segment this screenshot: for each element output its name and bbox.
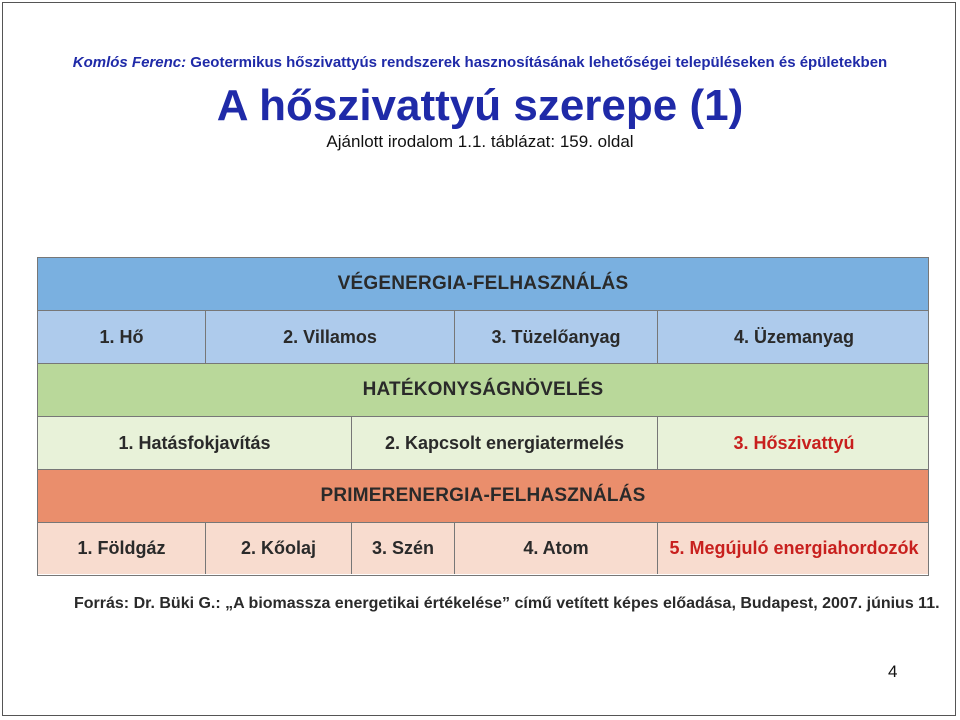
primary-energy-heading-row	[38, 470, 928, 523]
efficiency-heading: HATÉKONYSÁGNÖVELÉS	[362, 379, 604, 400]
author-name: Komlós Ferenc:	[72, 54, 187, 71]
efficiency-item-3-heat-pump: 3. Hőszivattyú	[733, 432, 855, 453]
slide-header	[0, 54, 960, 71]
efficiency-item-2: 2. Kapcsolt energiatermelés	[352, 417, 658, 469]
presentation-subject: Geotermikus hőszivattyús rendszerek hasznosításának lehetőségei településeken és épületekben	[190, 54, 888, 71]
final-energy-heading: VÉGENERGIA-FELHASZNÁLÁS	[337, 273, 629, 294]
slide-title: A hőszivattyú szerepe (1)	[216, 81, 744, 130]
primary-energy-heading: PRIMERENERGIA-FELHASZNÁLÁS	[320, 485, 646, 506]
reading-reference: Ajánlott irodalom 1.1. táblázat: 159. oldal	[326, 132, 634, 151]
primary-energy-items-row	[38, 523, 928, 574]
primary-energy-item-2: 2. Kőolaj	[206, 523, 352, 574]
page-number: 4	[888, 662, 898, 681]
final-energy-item-3: 3. Tüzelőanyag	[455, 311, 658, 363]
final-energy-heading-row	[38, 258, 928, 311]
final-energy-item-1: 1. Hő	[38, 311, 206, 363]
primary-energy-item-5-renewables: 5. Megújuló energiahordozók	[669, 538, 919, 558]
source-citation: Forrás: Dr. Büki G.: „A biomassza energetikai értékelése” című vetített képes előadása, Budapest, 2007. június 11.	[74, 595, 940, 612]
primary-energy-item-4: 4. Atom	[455, 523, 658, 574]
final-energy-items-row	[38, 311, 928, 364]
final-energy-item-2: 2. Villamos	[206, 311, 455, 363]
final-energy-item-4: 4. Üzemanyag	[733, 326, 855, 347]
primary-energy-item-1: 1. Földgáz	[38, 523, 206, 574]
efficiency-items-row	[38, 417, 928, 470]
primary-energy-item-3: 3. Szén	[352, 523, 455, 574]
efficiency-heading-row	[38, 364, 928, 417]
efficiency-item-1: 1. Hatásfokjavítás	[38, 417, 352, 469]
energy-table	[37, 257, 929, 576]
